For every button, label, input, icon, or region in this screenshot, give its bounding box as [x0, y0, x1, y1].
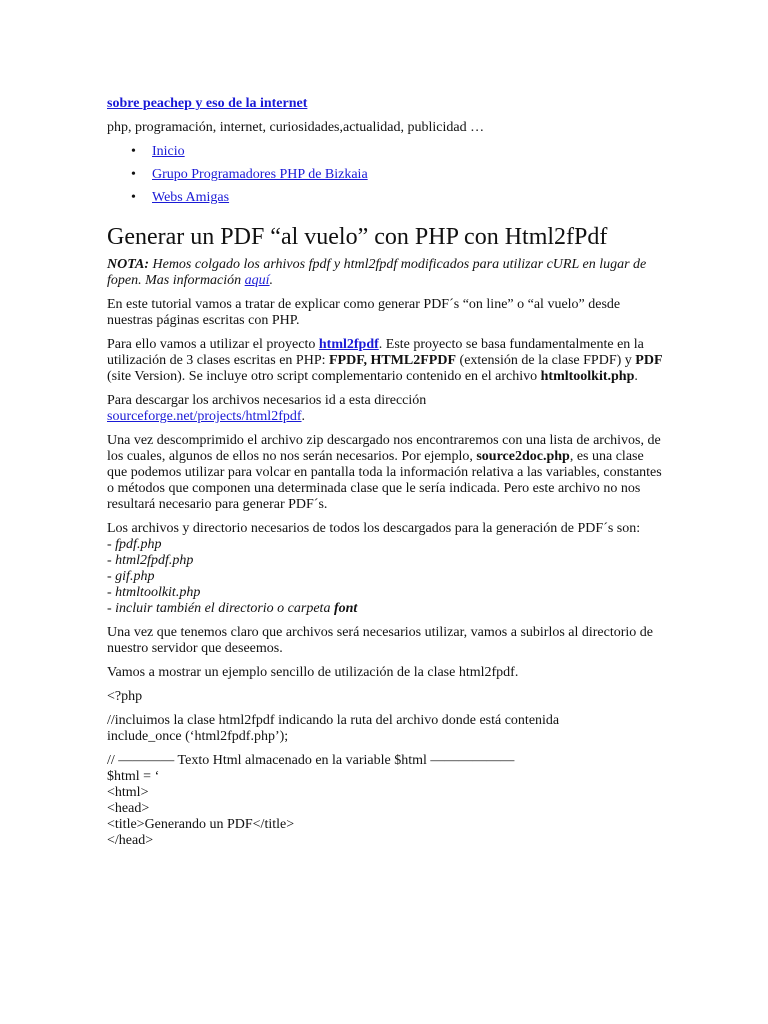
file-item-font	[107, 601, 667, 617]
note-text: Hemos colgado los arhivos fpdf y html2fpdf modificados para utilizar cURL en lugar de fopen. Mas información	[107, 257, 647, 288]
paragraph-download	[107, 393, 667, 425]
note-end: .	[269, 273, 274, 288]
file-item: - gif.php	[107, 569, 155, 584]
code-line: </head>	[107, 833, 154, 848]
file-item: - html2fpdf.php	[107, 553, 194, 568]
bold-text: htmltoolkit.php	[540, 369, 635, 384]
text: , es una clase que podemos utilizar para volcar en pantalla toda la información relativa a las variables, constantes o métodos que componen una determinada clase que le sería indicada. Pero este archivo no nos resultará necesario para generar PDF´s.	[107, 449, 662, 512]
text: (extensión de la clase FPDF) y	[456, 353, 636, 368]
nav-link-grupo[interactable]: Grupo Programadores PHP de Bizkaia	[152, 167, 368, 182]
text: - incluir también el directorio o carpeta	[107, 601, 334, 616]
bullet-icon: •	[131, 144, 136, 159]
paragraph-example: Vamos a mostrar un ejemplo sencillo de utilización de la clase html2fpdf.	[107, 665, 519, 680]
nav-menu	[107, 144, 667, 213]
code-line: <title>Generando un PDF</title>	[107, 817, 295, 832]
bold-text: font	[333, 601, 358, 616]
text: . Este proyecto se basa fundamentalmente en la utilización de 3 clases escritas en PHP:	[107, 337, 644, 368]
bold-text: PDF	[635, 353, 663, 368]
nav-item-webs-amigas	[107, 190, 667, 213]
bullet-icon: •	[131, 190, 136, 205]
paragraph-intro: En este tutorial vamos a tratar de explicar como generar PDF´s “on line” o “al vuelo” desde nuestras páginas escritas con PHP.	[107, 297, 621, 328]
article-title: Generar un PDF “al vuelo” con PHP con Html2fPdf	[107, 224, 608, 250]
code-comment: //incluimos la clase html2fpdf indicando la ruta del archivo donde está contenida	[107, 713, 560, 728]
code-include: include_once (‘html2fpdf.php’);	[107, 729, 289, 744]
code-line: <head>	[107, 801, 150, 816]
code-block-html	[107, 753, 667, 849]
text: Para descargar los archivos necesarios id a esta dirección	[107, 393, 427, 408]
site-title-link[interactable]: sobre peachep y eso de la internet	[107, 96, 308, 111]
nav-link-inicio[interactable]: Inicio	[152, 144, 185, 159]
note-link[interactable]: aquí	[244, 273, 270, 288]
text: (site Version). Se incluye otro script complementario contenido en el archivo	[107, 369, 541, 384]
file-item: - htmltoolkit.php	[107, 585, 201, 600]
content	[107, 96, 667, 857]
code-line: $html = ‘	[107, 769, 160, 784]
text: .	[634, 369, 638, 384]
site-tagline: php, programación, internet, curiosidades,actualidad, publicidad …	[107, 120, 485, 135]
code-line: <html>	[107, 785, 149, 800]
bullet-icon: •	[131, 167, 136, 182]
file-item: - fpdf.php	[107, 537, 162, 552]
text: Una vez descomprimido el archivo zip descargado nos encontraremos con una lista de archivos, de los cuales, algunos de ellos no nos serán necesarios. Por ejemplo,	[107, 433, 661, 464]
paragraph-project	[107, 337, 667, 385]
nav-link-webs-amigas[interactable]: Webs Amigas	[152, 190, 230, 205]
paragraph-files	[107, 521, 667, 617]
nav-item-inicio	[107, 144, 667, 167]
code-line: // ———— Texto Html almacenado en la variable $html ——————	[107, 753, 515, 768]
article-note	[107, 257, 667, 289]
paragraph-upload: Una vez que tenemos claro que archivos será necesarios utilizar, vamos a subirlos al directorio de nuestro servidor que deseemos.	[107, 625, 654, 656]
code-open: <?php	[107, 689, 143, 704]
note-label: NOTA:	[107, 257, 149, 272]
html2fpdf-link[interactable]: html2fpdf	[318, 337, 379, 352]
code-block-include	[107, 713, 667, 745]
files-intro: Los archivos y directorio necesarios de todos los descargados para la generación de PDF´s son:	[107, 521, 641, 536]
paragraph-zip	[107, 433, 667, 513]
bold-text: source2doc.php	[476, 449, 570, 464]
text: .	[301, 409, 306, 424]
text: Para ello vamos a utilizar el proyecto	[107, 337, 319, 352]
bold-text: FPDF, HTML2FPDF	[329, 353, 457, 368]
sourceforge-link[interactable]: sourceforge.net/projects/html2fpdf	[107, 409, 302, 424]
nav-item-grupo	[107, 167, 667, 190]
